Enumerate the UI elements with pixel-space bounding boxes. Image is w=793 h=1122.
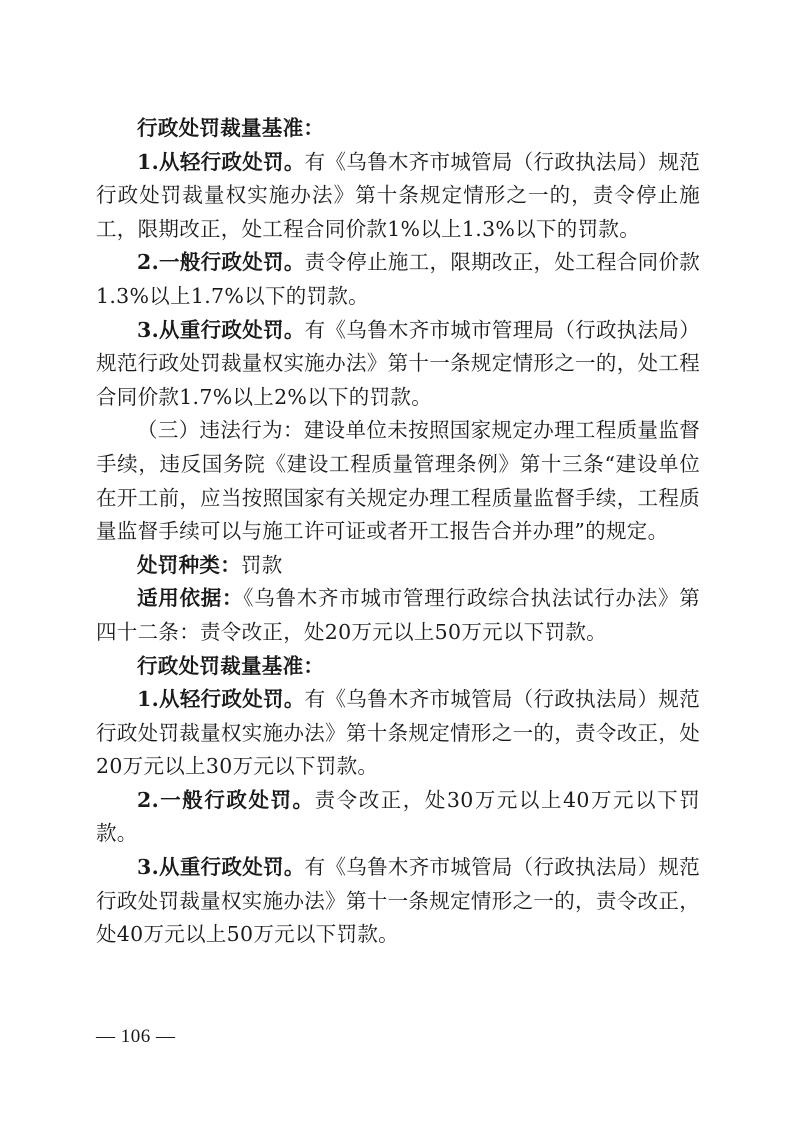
paragraph-text: 《乌鲁木齐市城市管理行政综合执法试行办法》第四十二条：责令改正，处20万元以上50万元以下罚款。 — [96, 586, 701, 644]
paragraph-lead: 处罚种类： — [137, 552, 241, 577]
paragraph-lead: 行政处罚裁量基准： — [137, 653, 325, 678]
paragraph-text: 有《乌鲁木齐市城管局（行政执法局）规范行政处罚裁量权实施办法》第十一条规定情形之一的，责令改正，处40万元以上50万元以下罚款。 — [96, 855, 701, 947]
paragraph-lead: 1.从轻行政处罚。 — [137, 149, 305, 174]
paragraph-lead: 2.一般行政处罚。 — [137, 787, 315, 812]
paragraph-text: 责令停止施工，限期改正，处工程合同价款1.3%以上1.7%以下的罚款。 — [96, 250, 701, 308]
paragraph-lead: 适用依据： — [137, 586, 244, 611]
paragraph-text: 有《乌鲁木齐市城管局（行政执法局）规范行政处罚裁量权实施办法》第十条规定情形之一的，责令改正，处20万元以上30万元以下罚款。 — [96, 687, 701, 779]
paragraph-discretion-standard-heading-2 — [96, 650, 700, 684]
paragraph-text: 罚款 — [241, 552, 283, 577]
paragraph-legal-basis — [96, 582, 700, 649]
paragraph-lead: 3.从重行政处罚。 — [137, 317, 305, 342]
paragraph-severe-penalty-1 — [96, 314, 700, 415]
paragraph-violation-3 — [96, 414, 700, 548]
paragraph-text: （三）违法行为：建设单位未按照国家规定办理工程质量监督手续，违反国务院《建设工程质量管理条例》第十三条“建设单位在开工前，应当按照国家有关规定办理工程质量监督手续，工程质量监督手续可以与施工许可证或者开工报告合并办理”的规定。 — [96, 418, 700, 544]
paragraph-lenient-penalty-1 — [96, 146, 700, 247]
document-body — [96, 112, 700, 952]
paragraph-severe-penalty-2 — [96, 851, 700, 952]
paragraph-general-penalty-2 — [96, 784, 700, 851]
paragraph-lead: 2.一般行政处罚。 — [137, 250, 305, 275]
paragraph-text: 责令改正，处30万元以上40万元以下罚款。 — [96, 787, 700, 846]
paragraph-lead: 行政处罚裁量基准： — [137, 116, 325, 140]
page-number: — 106 — — [96, 1026, 176, 1047]
paragraph-discretion-standard-heading-1 — [96, 112, 700, 146]
paragraph-text: 有《乌鲁木齐市城市管理局（行政执法局）规范行政处罚裁量权实施办法》第十一条规定情形之一的，处工程合同价款1.7%以上2%以下的罚款。 — [96, 317, 701, 409]
paragraph-general-penalty-1 — [96, 246, 700, 313]
paragraph-lead: 3.从重行政处罚。 — [137, 855, 305, 880]
paragraph-text: 有《乌鲁木齐市城管局（行政执法局）规范行政处罚裁量权实施办法》第十条规定情形之一的，责令停止施工，限期改正，处工程合同价款1%以上1.3%以下的罚款。 — [96, 149, 701, 241]
paragraph-lenient-penalty-2 — [96, 683, 700, 784]
paragraph-lead: 1.从轻行政处罚。 — [137, 687, 305, 712]
paragraph-penalty-type — [96, 549, 700, 583]
